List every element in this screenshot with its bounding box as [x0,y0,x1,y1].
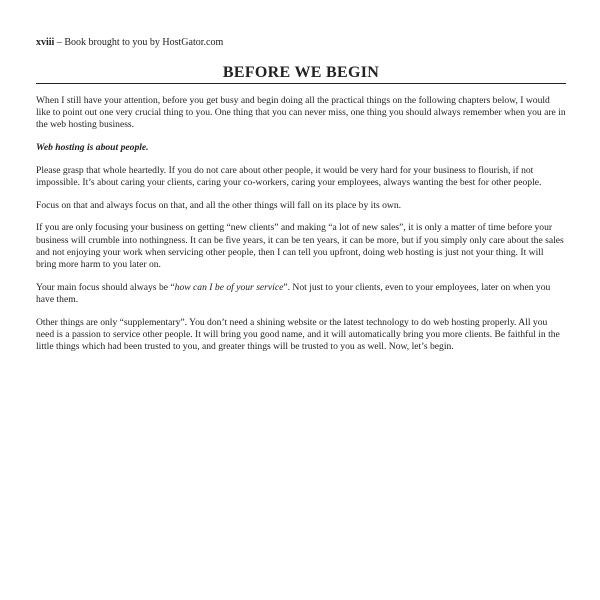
paragraph-sales-warning: If you are only focusing your business on getting “new clients” and making “a lot of new sales”, it is only a matter of time before your business will crumble into nothingness. It can be five years, it can be ten years, it can be more, but if you simply only care about the sales and not enjoying your work when servicing other people, then I can tell you upfront, doing web hosting is just not your thing. It will bring more harm to you later on. [36,222,564,271]
main-focus-italic: how can I be of your service [174,281,284,293]
section-title: BEFORE WE BEGIN [222,64,380,81]
main-focus-lead: Your main focus should always be “ [36,281,175,293]
title-underline-rule [36,83,566,84]
page-number: xviii [36,37,55,48]
running-header-text: – Book brought to you by HostGator.com [54,37,224,48]
running-header [36,37,223,49]
body-text [36,95,566,364]
paragraph-focus: Focus on that and always focus on that, and all the other things will fall on its place by its own. [36,199,402,211]
paragraph-main-focus [36,282,566,306]
paragraph-supplementary: Other things are only “supplementary”. You don’t need a shining website or the latest technology to do web hosting properly. All you need is a passion to service other people. It will bring you good name, and it will automatically bring you more clients. Be faithful in the little things which had been trusted to you, and greater things will be trusted to you as well. Now, let’s begin. [36,316,560,353]
main-focus-tail: ”. Not just to your clients, even to your employees, later on when you have them. [36,281,551,305]
paragraph-key-point: Web hosting is about people. [36,142,149,154]
paragraph-caring: Please grasp that whole heartedly. If you do not care about other people, it would be very hard for your business to flourish, if not impossible. It’s about caring your clients, caring your co-workers, caring your employees, always wanting the best for other people. [36,164,542,189]
paragraph-intro: When I still have your attention, before you get busy and begin doing all the practical things on the following chapters below, I would like to point out one very crucial thing to you. One thing that you can never miss, one thing you should always remember when you are in the web hosting business. [36,95,566,131]
